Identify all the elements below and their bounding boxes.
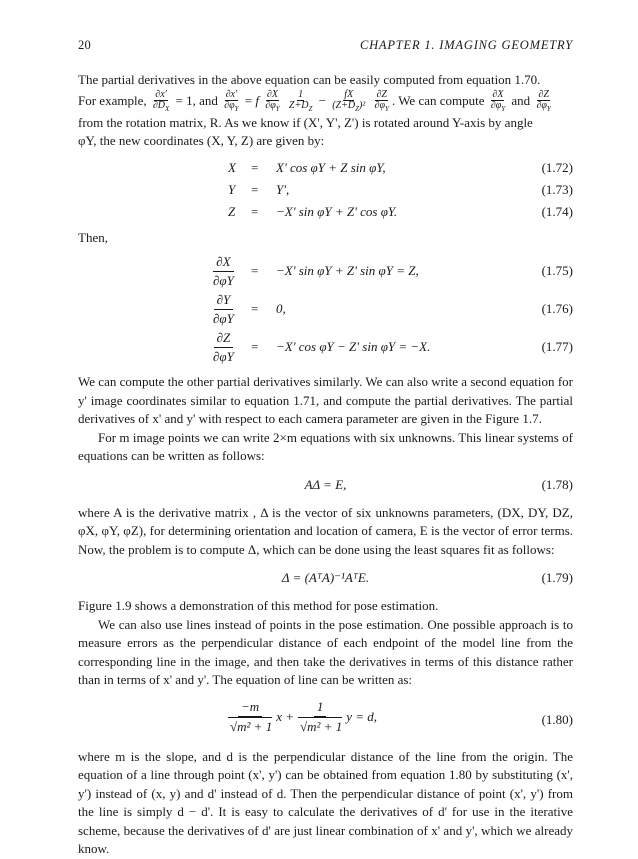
equation-1-79: Δ = (AᵀA)⁻¹AᵀE. (1.79) bbox=[281, 570, 573, 585]
equation-1-80: $\frac{-m}{\text{√m² + 1}}$ x + $\frac{1}{\text{√m² + 1}}$ y = d, (1.80) bbox=[230, 698, 573, 734]
equation-1-75: $\frac{\partial X}{\partial\varphi Y}$ = −X' sin φY + Z' sin φY = Z, (1.75) bbox=[213, 254, 573, 288]
equation-1-78: AΔ = E, (1.78) bbox=[304, 476, 573, 492]
equation-1-74: Z = −X' sin φY + Z' cos φY. (1.74) bbox=[228, 203, 573, 219]
paragraph-2: We can compute the other partial derivatives similarly. We can also write a second equation for y' image coordinates similar to equation 1.71, and compute the partial derivatives. The partial derivatives of x' and y' with respect to each camera parameter are given in the Figure 1.7. bbox=[78, 374, 573, 426]
paragraph-7: where m is the slope, and d is the perpendicular distance of the line from the origin. The equation of a line through point (x', y') can be obtained from equation 1.80 by substituting (x', y') instead of (x, y) and d' instead of d. Then the perpendicular distance of point (x', y') from the line is simply d − d'. It is easy to calculate the derivatives of d' for use in the iterative scheme, because the derivatives of d' are just linear combination of x' and y', which we already know. bbox=[78, 748, 573, 856]
equation-1-72: X = X' cos φY + Z sin φY, (1.72) bbox=[228, 159, 573, 175]
then-label: Then, bbox=[78, 229, 108, 245]
paragraph-6: We can also use lines instead of points in the pose estimation. One possible approach is to measure errors as the perpendicular distance of each endpoint of the model line from the corresponding line in the image, and then take the derivatives in terms of this distance rather than in terms of x' and y'. The equation of line can be written as: bbox=[78, 616, 573, 687]
equation-1-73: Y = Y', (1.73) bbox=[228, 181, 573, 197]
running-title: CHAPTER 1. IMAGING GEOMETRY bbox=[359, 38, 573, 52]
paragraph-5: Figure 1.9 shows a demonstration of this method for pose estimation. bbox=[78, 598, 439, 613]
page bbox=[78, 38, 573, 859]
page-number: 20 bbox=[78, 38, 92, 52]
paragraph-3: For m image points we can write 2×m equations with six unknowns. This linear systems of equations can be written as follows: bbox=[78, 429, 573, 463]
equation-1-77: $\frac{\partial Z}{\partial\varphi Y}$ = −X' cos φY − Z' sin φY = −X. (1.77) bbox=[213, 330, 573, 364]
equation-1-76: $\frac{\partial Y}{\partial\varphi Y}$ = 0, (1.76) bbox=[213, 292, 573, 326]
page-header bbox=[78, 38, 573, 53]
paragraph-4: where A is the derivative matrix , Δ is the vector of six unknowns parameters, (DX, DY, DZ, φX, φY, φZ), for determining orientation and location of camera, E is the vector of error terms. Now, the problem is to compute Δ, which can be done using the least squares fit as follows: bbox=[78, 504, 573, 557]
paragraph-1: The partial derivatives in the above equation can be easily computed from equation 1.70. For example, $\frac{\partial x'}{\partial D_X}$ = 1, and $\frac{\partial x'}{\partial\varphi_Y}$ = f $\frac{\partial X}{\partial\varphi_Y}$ $\frac{1}{Z+D_Z}$ − $\frac{fX}{(Z+D_Z)^2}$ $\frac{\partial Z}{\partial\varphi_Y}$ . We can compute $\frac{\partial X}{\partial\varphi_Y}$ and $\frac{\partial Z}{\partial\varphi_Y}$ from the rotation matrix, R. As we know if (X', Y', Z') is rotated around Y-axis by angle φY, the new coordinates (X, Y, Z) are given by: bbox=[78, 72, 551, 148]
